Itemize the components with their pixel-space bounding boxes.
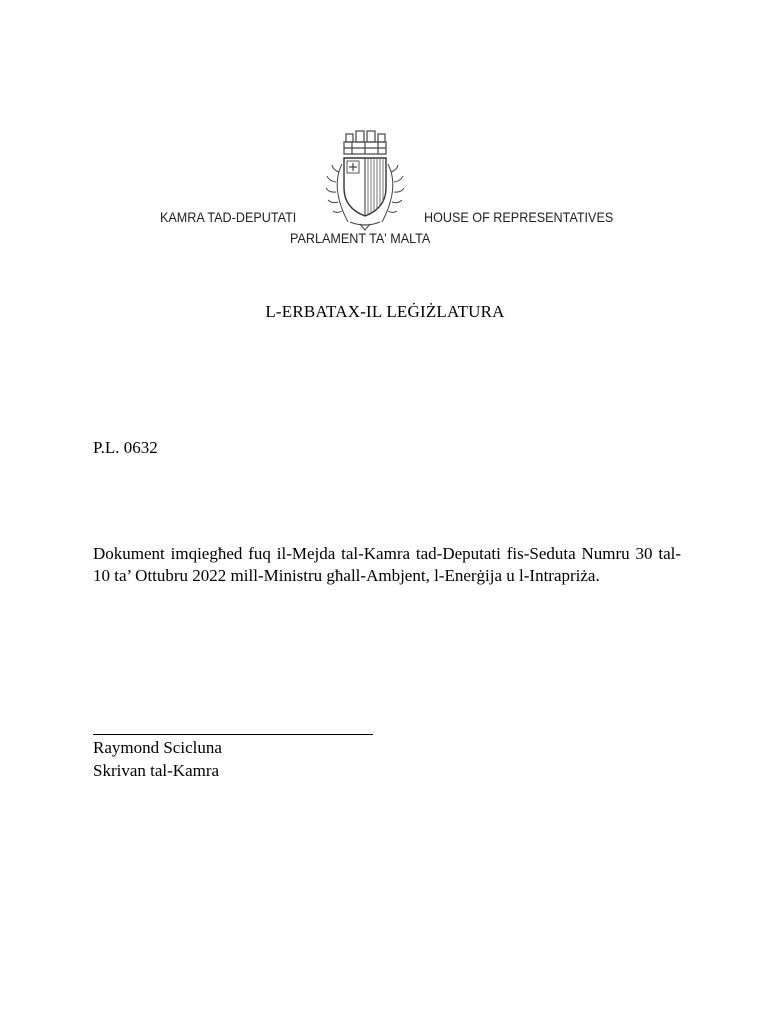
signatory-title: Skrivan tal-Kamra	[93, 761, 220, 780]
legislature-heading: L-ERBATAX-IL LEĠIŻLATURA	[265, 302, 505, 321]
signatory-name: Raymond Scicluna	[93, 738, 222, 757]
document-reference: P.L. 0632	[93, 438, 158, 457]
coat-of-arms-icon	[322, 128, 408, 232]
letterhead-bottom-text: PARLAMENT TA' MALTA	[290, 230, 431, 246]
letterhead-left-text: KAMRA TAD-DEPUTATI	[160, 209, 297, 225]
letterhead-right-text: HOUSE OF REPRESENTATIVES	[424, 209, 614, 225]
letterhead	[0, 120, 770, 260]
signature-line	[93, 734, 373, 735]
document-body: Dokument imqiegħed fuq il-Mejda tal-Kamra tad-Deputati fis-Seduta Numru 30 tal-10 ta’ Ottubru 2022 mill-Ministru għall-Ambjent, l-Enerġija u l-Intrapriża.	[93, 544, 681, 585]
